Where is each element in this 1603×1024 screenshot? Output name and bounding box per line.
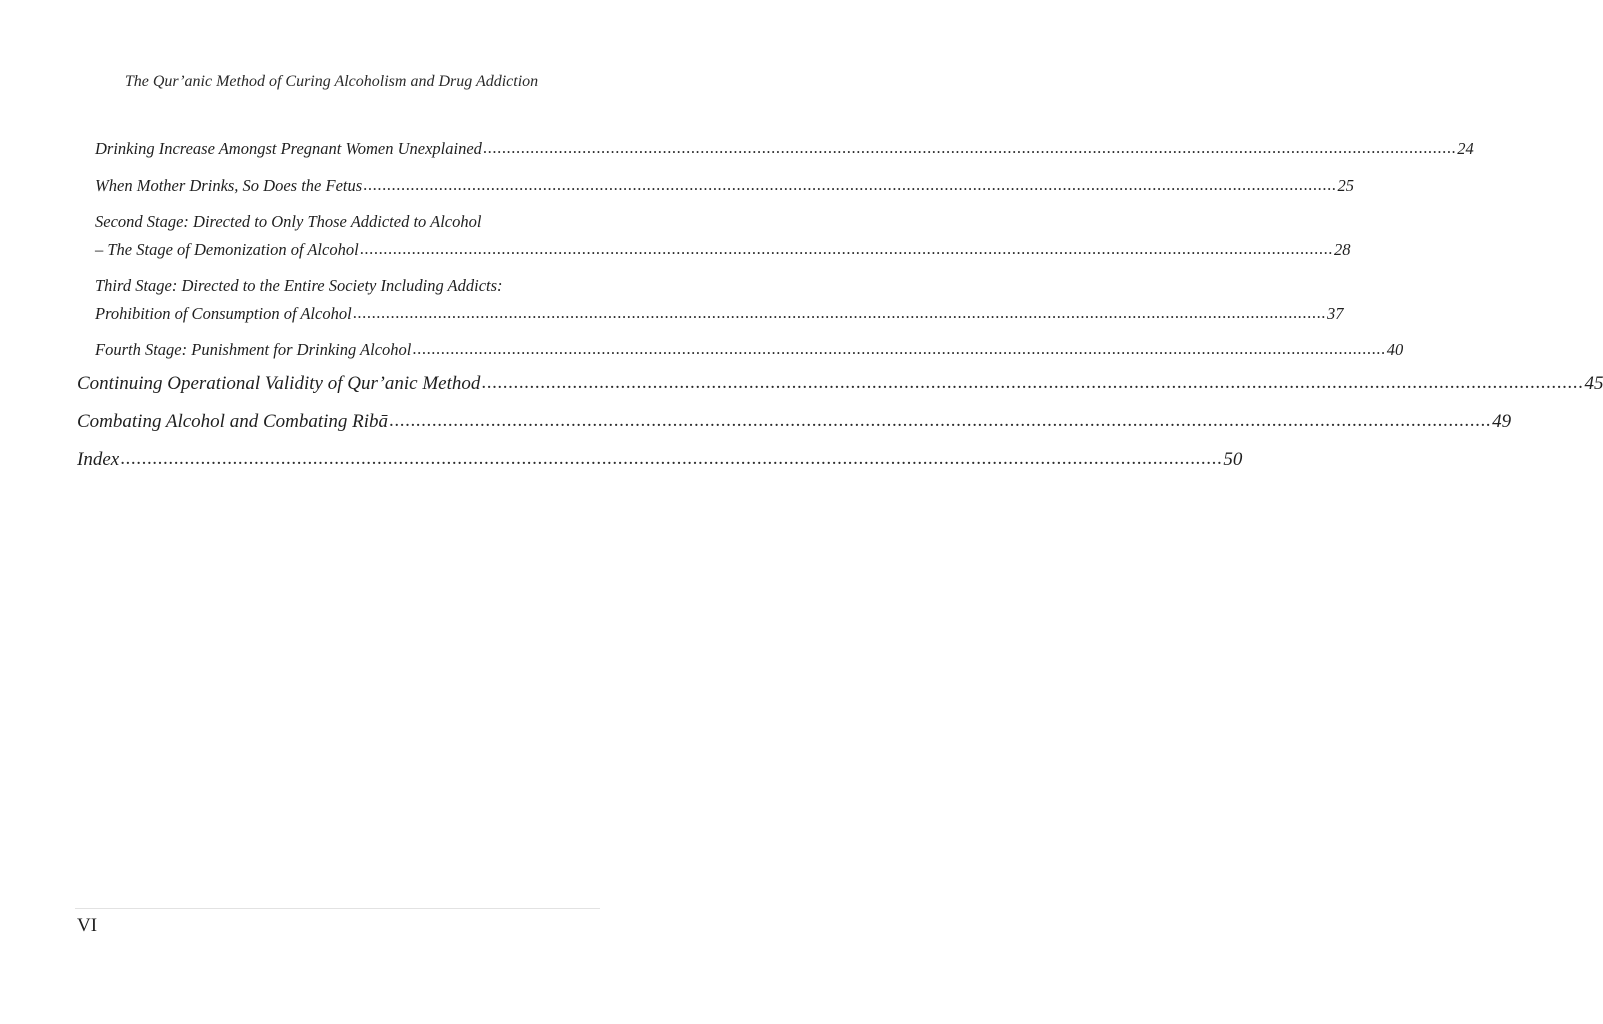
toc-entry-page: 49 [1492,411,1512,432]
toc-entry-title-line1: Third Stage: Directed to the Entire Society Including Addicts: [95,276,503,295]
dot-leader [120,448,1222,470]
toc-entry-title-line2: Prohibition of Consumption of Alcohol [95,304,352,323]
toc-entry-title: Drinking Increase Amongst Pregnant Women Unexplained [95,139,482,158]
toc-entry[interactable] [77,449,1243,471]
toc-entry[interactable] [95,176,1355,196]
running-head: The Qur’anic Method of Curing Alcoholism and Drug Addiction [124,73,539,90]
dot-leader [389,410,1491,432]
dot-leader [483,138,1456,158]
dot-leader [481,372,1583,394]
dot-leader [412,339,1385,359]
toc-entry-title: Index [77,449,120,470]
toc-entry-title: Combating Alcohol and Combating Ribā [77,411,389,432]
toc-entry-page: 37 [1327,304,1344,323]
toc-entry[interactable] [95,139,1474,159]
toc-entry-page: 25 [1337,176,1355,195]
dot-leader [353,303,1326,323]
toc-entry-page: 28 [1334,240,1351,259]
dot-leader [360,239,1333,259]
toc-entry-title-line2: – The Stage of Demonization of Alcohol [95,240,359,259]
toc-entry-page: 50 [1223,449,1243,470]
toc-entry-title: Continuing Operational Validity of Qur’anic Method [77,373,481,394]
footer-divider [75,908,600,909]
toc-entry-title: When Mother Drinks, So Does the Fetus [95,176,363,195]
toc-entry[interactable] [95,276,1344,324]
toc-entry-title: Fourth Stage: Punishment for Drinking Alcohol [95,340,412,359]
toc-entry[interactable] [95,212,1351,260]
page-number: VI [77,915,98,936]
toc-entry[interactable] [77,411,1512,433]
toc-entry-page: 45 [1584,373,1603,394]
toc-entry-title-line1: Second Stage: Directed to Only Those Addicted to Alcohol [95,212,482,231]
toc-entry-page: 40 [1386,340,1404,359]
dot-leader [363,175,1336,195]
toc-entry-page: 24 [1457,139,1474,158]
toc-entry[interactable] [95,340,1404,360]
toc-entry[interactable] [77,373,1603,395]
